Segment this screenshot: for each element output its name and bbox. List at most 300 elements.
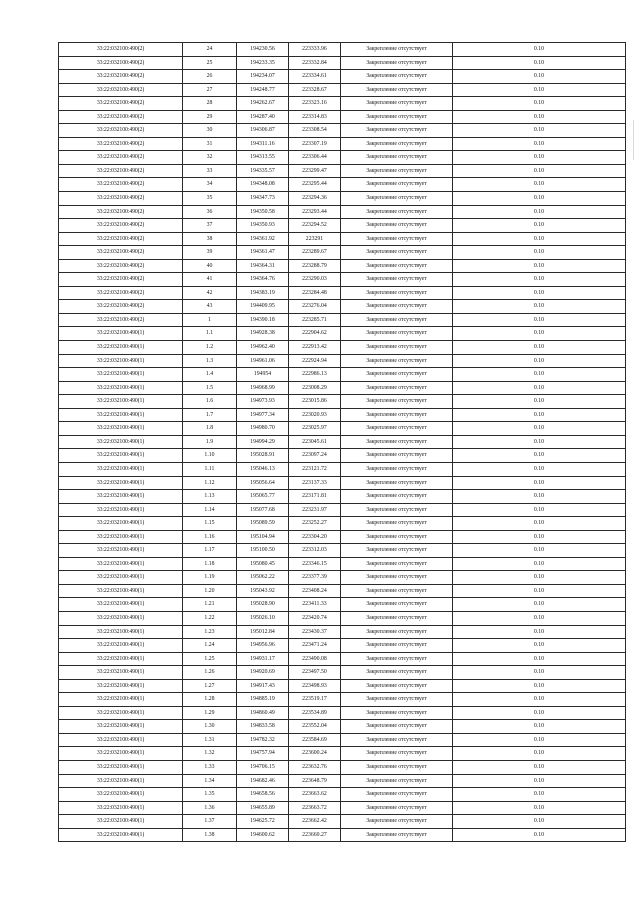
table-row (59, 503, 626, 517)
x-coordinate-cell: 194977.34 (237, 408, 289, 422)
cadastral-number-cell: 33:22:032100:490(2) (59, 232, 183, 246)
x-coordinate-cell: 194248.77 (237, 83, 289, 97)
point-number-cell: 1.12 (183, 476, 237, 490)
x-coordinate-cell: 194962.40 (237, 341, 289, 355)
cadastral-number-cell: 33:22:032100:490(1) (59, 490, 183, 504)
point-number-cell: 1.18 (183, 557, 237, 571)
boundary-marker-description-cell: Закрепление отсутствует (341, 611, 453, 625)
y-coordinate-cell: 223045.61 (289, 435, 341, 449)
table-row (59, 164, 626, 178)
point-number-cell: 1.24 (183, 639, 237, 653)
boundary-marker-description-cell: Закрепление отсутствует (341, 571, 453, 585)
boundary-marker-description-cell: Закрепление отсутствует (341, 760, 453, 774)
boundary-marker-description-cell: Закрепление отсутствует (341, 110, 453, 124)
x-coordinate-cell: 194383.19 (237, 286, 289, 300)
point-number-cell: 1.20 (183, 584, 237, 598)
x-coordinate-cell: 195028.91 (237, 449, 289, 463)
cadastral-number-cell: 33:22:032100:490(1) (59, 720, 183, 734)
table-row (59, 313, 626, 327)
point-number-cell: 1.7 (183, 408, 237, 422)
y-coordinate-cell: 222913.42 (289, 341, 341, 355)
table-row (59, 124, 626, 138)
boundary-marker-description-cell: Закрепление отсутствует (341, 801, 453, 815)
y-coordinate-cell: 223534.89 (289, 706, 341, 720)
boundary-marker-description-cell: Закрепление отсутствует (341, 300, 453, 314)
mean-square-error-cell: 0.10 (453, 760, 626, 774)
boundary-marker-description-cell: Закрепление отсутствует (341, 43, 453, 57)
x-coordinate-cell: 195062.22 (237, 571, 289, 585)
y-coordinate-cell: 223121.72 (289, 462, 341, 476)
point-number-cell: 32 (183, 151, 237, 165)
cadastral-number-cell: 33:22:032100:490(1) (59, 368, 183, 382)
table-row (59, 625, 626, 639)
boundary-marker-description-cell: Закрепление отсутствует (341, 164, 453, 178)
boundary-marker-description-cell: Закрепление отсутствует (341, 815, 453, 829)
cadastral-number-cell: 33:22:032100:490(2) (59, 164, 183, 178)
x-coordinate-cell: 194956.96 (237, 639, 289, 653)
cadastral-number-cell: 33:22:032100:490(2) (59, 286, 183, 300)
point-number-cell: 1.35 (183, 788, 237, 802)
cadastral-number-cell: 33:22:032100:490(1) (59, 652, 183, 666)
cadastral-number-cell: 33:22:032100:490(2) (59, 56, 183, 70)
mean-square-error-cell: 0.10 (453, 164, 626, 178)
table-row (59, 395, 626, 409)
point-number-cell: 36 (183, 205, 237, 219)
table-row (59, 571, 626, 585)
y-coordinate-cell: 223231.97 (289, 503, 341, 517)
mean-square-error-cell: 0.10 (453, 246, 626, 260)
cadastral-number-cell: 33:22:032100:490(1) (59, 435, 183, 449)
x-coordinate-cell: 194348.08 (237, 178, 289, 192)
table-row (59, 110, 626, 124)
mean-square-error-cell: 0.10 (453, 300, 626, 314)
boundary-marker-description-cell: Закрепление отсутствует (341, 368, 453, 382)
y-coordinate-cell: 223430.37 (289, 625, 341, 639)
point-number-cell: 1.9 (183, 435, 237, 449)
table-row (59, 151, 626, 165)
mean-square-error-cell: 0.10 (453, 83, 626, 97)
point-number-cell: 1.31 (183, 733, 237, 747)
table-row (59, 354, 626, 368)
cadastral-number-cell: 33:22:032100:490(1) (59, 395, 183, 409)
x-coordinate-cell: 195100.50 (237, 544, 289, 558)
boundary-marker-description-cell: Закрепление отсутствует (341, 205, 453, 219)
y-coordinate-cell: 223497.50 (289, 666, 341, 680)
mean-square-error-cell: 0.10 (453, 517, 626, 531)
y-coordinate-cell: 223314.83 (289, 110, 341, 124)
point-number-cell: 1.29 (183, 706, 237, 720)
x-coordinate-cell: 194994.29 (237, 435, 289, 449)
table-row (59, 219, 626, 233)
point-number-cell: 1.27 (183, 679, 237, 693)
y-coordinate-cell: 223471.24 (289, 639, 341, 653)
table-row (59, 584, 626, 598)
point-number-cell: 29 (183, 110, 237, 124)
mean-square-error-cell: 0.10 (453, 584, 626, 598)
table-row (59, 178, 626, 192)
x-coordinate-cell: 195056.64 (237, 476, 289, 490)
cadastral-number-cell: 33:22:032100:490(1) (59, 760, 183, 774)
mean-square-error-cell: 0.10 (453, 43, 626, 57)
x-coordinate-cell: 194928.38 (237, 327, 289, 341)
cadastral-number-cell: 33:22:032100:490(2) (59, 137, 183, 151)
point-number-cell: 30 (183, 124, 237, 138)
cadastral-number-cell: 33:22:032100:490(1) (59, 381, 183, 395)
x-coordinate-cell: 194287.40 (237, 110, 289, 124)
table-row (59, 530, 626, 544)
table-row (59, 300, 626, 314)
boundary-marker-description-cell: Закрепление отсутствует (341, 408, 453, 422)
cadastral-number-cell: 33:22:032100:490(1) (59, 354, 183, 368)
mean-square-error-cell: 0.10 (453, 639, 626, 653)
y-coordinate-cell: 223490.08 (289, 652, 341, 666)
y-coordinate-cell: 223328.67 (289, 83, 341, 97)
cadastral-number-cell: 33:22:032100:490(2) (59, 97, 183, 111)
point-number-cell: 1.21 (183, 598, 237, 612)
boundary-marker-description-cell: Закрепление отсутствует (341, 652, 453, 666)
cadastral-number-cell: 33:22:032100:490(1) (59, 774, 183, 788)
coordinates-table (58, 42, 626, 842)
mean-square-error-cell: 0.10 (453, 476, 626, 490)
cadastral-number-cell: 33:22:032100:490(1) (59, 422, 183, 436)
cadastral-number-cell: 33:22:032100:490(2) (59, 124, 183, 138)
mean-square-error-cell: 0.10 (453, 192, 626, 206)
boundary-marker-description-cell: Закрепление отсутствует (341, 422, 453, 436)
boundary-marker-description-cell: Закрепление отсутствует (341, 246, 453, 260)
boundary-marker-description-cell: Закрепление отсутствует (341, 490, 453, 504)
cadastral-number-cell: 33:22:032100:490(1) (59, 584, 183, 598)
x-coordinate-cell: 194409.95 (237, 300, 289, 314)
cadastral-number-cell: 33:22:032100:490(1) (59, 408, 183, 422)
x-coordinate-cell: 194313.55 (237, 151, 289, 165)
boundary-marker-description-cell: Закрепление отсутствует (341, 286, 453, 300)
boundary-marker-description-cell: Закрепление отсутствует (341, 56, 453, 70)
x-coordinate-cell: 194968.99 (237, 381, 289, 395)
mean-square-error-cell: 0.10 (453, 462, 626, 476)
boundary-marker-description-cell: Закрепление отсутствует (341, 693, 453, 707)
mean-square-error-cell: 0.10 (453, 449, 626, 463)
point-number-cell: 1.11 (183, 462, 237, 476)
boundary-marker-description-cell: Закрепление отсутствует (341, 313, 453, 327)
x-coordinate-cell: 194600.62 (237, 828, 289, 842)
table-row (59, 639, 626, 653)
x-coordinate-cell: 194980.70 (237, 422, 289, 436)
x-coordinate-cell: 194625.72 (237, 815, 289, 829)
table-row (59, 192, 626, 206)
mean-square-error-cell: 0.10 (453, 666, 626, 680)
y-coordinate-cell: 223306.44 (289, 151, 341, 165)
x-coordinate-cell: 194917.43 (237, 679, 289, 693)
cadastral-number-cell: 33:22:032100:490(2) (59, 273, 183, 287)
cadastral-number-cell: 33:22:032100:490(2) (59, 83, 183, 97)
mean-square-error-cell: 0.10 (453, 747, 626, 761)
point-number-cell: 1.36 (183, 801, 237, 815)
table-row (59, 341, 626, 355)
table-row (59, 544, 626, 558)
table-row (59, 273, 626, 287)
point-number-cell: 24 (183, 43, 237, 57)
boundary-marker-description-cell: Закрепление отсутствует (341, 259, 453, 273)
mean-square-error-cell: 0.10 (453, 124, 626, 138)
mean-square-error-cell: 0.10 (453, 801, 626, 815)
boundary-marker-description-cell: Закрепление отсутствует (341, 476, 453, 490)
mean-square-error-cell: 0.10 (453, 788, 626, 802)
boundary-marker-description-cell: Закрепление отсутствует (341, 598, 453, 612)
y-coordinate-cell: 223290.03 (289, 273, 341, 287)
point-number-cell: 25 (183, 56, 237, 70)
mean-square-error-cell: 0.10 (453, 679, 626, 693)
boundary-marker-description-cell: Закрепление отсутствует (341, 706, 453, 720)
x-coordinate-cell: 194954 (237, 368, 289, 382)
boundary-marker-description-cell: Закрепление отсутствует (341, 517, 453, 531)
boundary-marker-description-cell: Закрепление отсутствует (341, 747, 453, 761)
y-coordinate-cell: 223408.24 (289, 584, 341, 598)
y-coordinate-cell: 223288.79 (289, 259, 341, 273)
mean-square-error-cell: 0.10 (453, 611, 626, 625)
cadastral-number-cell: 33:22:032100:490(2) (59, 110, 183, 124)
x-coordinate-cell: 194335.57 (237, 164, 289, 178)
boundary-marker-description-cell: Закрепление отсутствует (341, 449, 453, 463)
x-coordinate-cell: 194361.92 (237, 232, 289, 246)
point-number-cell: 41 (183, 273, 237, 287)
cadastral-number-cell: 33:22:032100:490(1) (59, 571, 183, 585)
boundary-marker-description-cell: Закрепление отсутствует (341, 395, 453, 409)
boundary-marker-description-cell: Закрепление отсутствует (341, 354, 453, 368)
x-coordinate-cell: 194885.19 (237, 693, 289, 707)
boundary-marker-description-cell: Закрепление отсутствует (341, 828, 453, 842)
table-row (59, 611, 626, 625)
y-coordinate-cell: 222904.62 (289, 327, 341, 341)
boundary-marker-description-cell: Закрепление отсутствует (341, 625, 453, 639)
y-coordinate-cell: 223289.67 (289, 246, 341, 260)
coordinates-table-body (59, 43, 626, 842)
table-row (59, 286, 626, 300)
point-number-cell: 1.28 (183, 693, 237, 707)
table-row (59, 706, 626, 720)
y-coordinate-cell: 223295.44 (289, 178, 341, 192)
boundary-marker-description-cell: Закрепление отсутствует (341, 97, 453, 111)
x-coordinate-cell: 194350.58 (237, 205, 289, 219)
cadastral-number-cell: 33:22:032100:490(1) (59, 706, 183, 720)
boundary-marker-description-cell: Закрепление отсутствует (341, 679, 453, 693)
table-row (59, 788, 626, 802)
mean-square-error-cell: 0.10 (453, 137, 626, 151)
y-coordinate-cell: 223632.76 (289, 760, 341, 774)
x-coordinate-cell: 194347.73 (237, 192, 289, 206)
y-coordinate-cell: 223291 (289, 232, 341, 246)
mean-square-error-cell: 0.10 (453, 544, 626, 558)
x-coordinate-cell: 195043.92 (237, 584, 289, 598)
point-number-cell: 26 (183, 70, 237, 84)
y-coordinate-cell: 223276.04 (289, 300, 341, 314)
table-row (59, 693, 626, 707)
table-row (59, 435, 626, 449)
boundary-marker-description-cell: Закрепление отсутствует (341, 530, 453, 544)
y-coordinate-cell: 223333.96 (289, 43, 341, 57)
boundary-marker-description-cell: Закрепление отсутствует (341, 733, 453, 747)
table-row (59, 720, 626, 734)
table-row (59, 557, 626, 571)
mean-square-error-cell: 0.10 (453, 97, 626, 111)
table-row (59, 422, 626, 436)
y-coordinate-cell: 223648.79 (289, 774, 341, 788)
table-row (59, 408, 626, 422)
y-coordinate-cell: 223294.52 (289, 219, 341, 233)
mean-square-error-cell: 0.10 (453, 205, 626, 219)
point-number-cell: 1.34 (183, 774, 237, 788)
mean-square-error-cell: 0.10 (453, 313, 626, 327)
boundary-marker-description-cell: Закрепление отсутствует (341, 341, 453, 355)
cadastral-number-cell: 33:22:032100:490(1) (59, 476, 183, 490)
table-row (59, 815, 626, 829)
mean-square-error-cell: 0.10 (453, 259, 626, 273)
table-row (59, 368, 626, 382)
cadastral-number-cell: 33:22:032100:490(2) (59, 178, 183, 192)
mean-square-error-cell: 0.10 (453, 381, 626, 395)
x-coordinate-cell: 195065.77 (237, 490, 289, 504)
mean-square-error-cell: 0.10 (453, 828, 626, 842)
mean-square-error-cell: 0.10 (453, 571, 626, 585)
cadastral-number-cell: 33:22:032100:490(1) (59, 693, 183, 707)
table-row (59, 476, 626, 490)
boundary-marker-description-cell: Закрепление отсутствует (341, 720, 453, 734)
point-number-cell: 39 (183, 246, 237, 260)
boundary-marker-description-cell: Закрепление отсутствует (341, 381, 453, 395)
x-coordinate-cell: 194757.94 (237, 747, 289, 761)
mean-square-error-cell: 0.10 (453, 733, 626, 747)
point-number-cell: 1.22 (183, 611, 237, 625)
mean-square-error-cell: 0.10 (453, 286, 626, 300)
point-number-cell: 1.8 (183, 422, 237, 436)
cadastral-number-cell: 33:22:032100:490(2) (59, 246, 183, 260)
table-row (59, 733, 626, 747)
cadastral-number-cell: 33:22:032100:490(1) (59, 611, 183, 625)
point-number-cell: 34 (183, 178, 237, 192)
boundary-marker-description-cell: Закрепление отсутствует (341, 435, 453, 449)
point-number-cell: 1.30 (183, 720, 237, 734)
cadastral-number-cell: 33:22:032100:490(2) (59, 192, 183, 206)
x-coordinate-cell: 194233.35 (237, 56, 289, 70)
boundary-marker-description-cell: Закрепление отсутствует (341, 774, 453, 788)
y-coordinate-cell: 222924.94 (289, 354, 341, 368)
y-coordinate-cell: 223304.20 (289, 530, 341, 544)
boundary-marker-description-cell: Закрепление отсутствует (341, 666, 453, 680)
mean-square-error-cell: 0.10 (453, 354, 626, 368)
cadastral-number-cell: 33:22:032100:490(2) (59, 151, 183, 165)
x-coordinate-cell: 195028.90 (237, 598, 289, 612)
point-number-cell: 28 (183, 97, 237, 111)
table-row (59, 246, 626, 260)
table-row (59, 327, 626, 341)
point-number-cell: 1.17 (183, 544, 237, 558)
x-coordinate-cell: 194782.32 (237, 733, 289, 747)
boundary-marker-description-cell: Закрепление отсутствует (341, 544, 453, 558)
y-coordinate-cell: 223584.69 (289, 733, 341, 747)
boundary-marker-description-cell: Закрепление отсутствует (341, 232, 453, 246)
y-coordinate-cell: 223552.04 (289, 720, 341, 734)
cadastral-number-cell: 33:22:032100:490(1) (59, 733, 183, 747)
point-number-cell: 37 (183, 219, 237, 233)
boundary-marker-description-cell: Закрепление отсутствует (341, 788, 453, 802)
point-number-cell: 1.32 (183, 747, 237, 761)
table-row (59, 137, 626, 151)
boundary-marker-description-cell: Закрепление отсутствует (341, 137, 453, 151)
cadastral-number-cell: 33:22:032100:490(1) (59, 327, 183, 341)
y-coordinate-cell: 223299.47 (289, 164, 341, 178)
y-coordinate-cell: 223137.33 (289, 476, 341, 490)
boundary-marker-description-cell: Закрепление отсутствует (341, 178, 453, 192)
mean-square-error-cell: 0.10 (453, 151, 626, 165)
mean-square-error-cell: 0.10 (453, 557, 626, 571)
cadastral-number-cell: 33:22:032100:490(1) (59, 747, 183, 761)
boundary-marker-description-cell: Закрепление отсутствует (341, 124, 453, 138)
table-row (59, 598, 626, 612)
y-coordinate-cell: 223663.72 (289, 801, 341, 815)
y-coordinate-cell: 223025.97 (289, 422, 341, 436)
y-coordinate-cell: 223284.48 (289, 286, 341, 300)
mean-square-error-cell: 0.10 (453, 530, 626, 544)
mean-square-error-cell: 0.10 (453, 774, 626, 788)
table-row (59, 774, 626, 788)
mean-square-error-cell: 0.10 (453, 652, 626, 666)
cadastral-number-cell: 33:22:032100:490(1) (59, 828, 183, 842)
x-coordinate-cell: 194920.69 (237, 666, 289, 680)
y-coordinate-cell: 223015.86 (289, 395, 341, 409)
mean-square-error-cell: 0.10 (453, 273, 626, 287)
mean-square-error-cell: 0.10 (453, 815, 626, 829)
y-coordinate-cell: 223323.16 (289, 97, 341, 111)
x-coordinate-cell: 194306.87 (237, 124, 289, 138)
scan-artifact (633, 120, 634, 160)
x-coordinate-cell: 195012.84 (237, 625, 289, 639)
cadastral-number-cell: 33:22:032100:490(2) (59, 259, 183, 273)
boundary-marker-description-cell: Закрепление отсутствует (341, 327, 453, 341)
point-number-cell: 1.38 (183, 828, 237, 842)
x-coordinate-cell: 194390.18 (237, 313, 289, 327)
table-row (59, 747, 626, 761)
y-coordinate-cell: 223498.93 (289, 679, 341, 693)
y-coordinate-cell: 223334.61 (289, 70, 341, 84)
y-coordinate-cell: 223020.93 (289, 408, 341, 422)
point-number-cell: 1.10 (183, 449, 237, 463)
mean-square-error-cell: 0.10 (453, 598, 626, 612)
x-coordinate-cell: 194364.31 (237, 259, 289, 273)
table-row (59, 449, 626, 463)
mean-square-error-cell: 0.10 (453, 503, 626, 517)
mean-square-error-cell: 0.10 (453, 395, 626, 409)
x-coordinate-cell: 194961.06 (237, 354, 289, 368)
mean-square-error-cell: 0.10 (453, 341, 626, 355)
cadastral-number-cell: 33:22:032100:490(2) (59, 300, 183, 314)
cadastral-number-cell: 33:22:032100:490(2) (59, 219, 183, 233)
mean-square-error-cell: 0.10 (453, 110, 626, 124)
point-number-cell: 1.37 (183, 815, 237, 829)
boundary-marker-description-cell: Закрепление отсутствует (341, 273, 453, 287)
table-row (59, 462, 626, 476)
x-coordinate-cell: 194262.67 (237, 97, 289, 111)
cadastral-number-cell: 33:22:032100:490(1) (59, 598, 183, 612)
boundary-marker-description-cell: Закрепление отсутствует (341, 639, 453, 653)
y-coordinate-cell: 223008.29 (289, 381, 341, 395)
mean-square-error-cell: 0.10 (453, 368, 626, 382)
x-coordinate-cell: 194931.17 (237, 652, 289, 666)
x-coordinate-cell: 194706.15 (237, 760, 289, 774)
table-row (59, 760, 626, 774)
cadastral-number-cell: 33:22:032100:490(1) (59, 449, 183, 463)
boundary-marker-description-cell: Закрепление отсутствует (341, 83, 453, 97)
boundary-marker-description-cell: Закрепление отсутствует (341, 557, 453, 571)
y-coordinate-cell: 223332.84 (289, 56, 341, 70)
